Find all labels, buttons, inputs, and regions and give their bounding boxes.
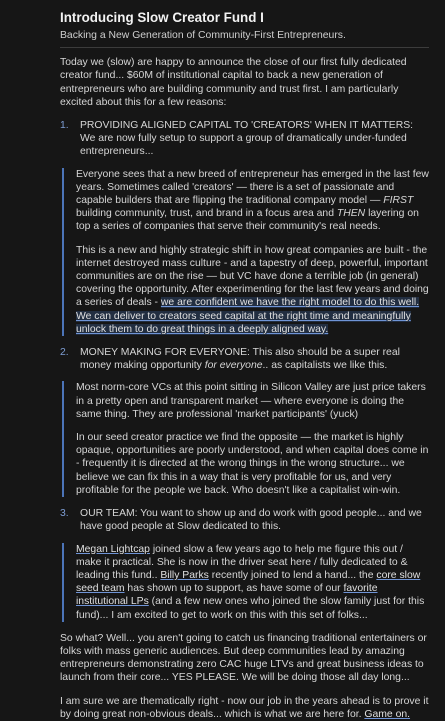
section-number: 2. xyxy=(60,347,69,359)
quote-paragraph: Most norm-core VCs at this point sitting in Silicon Valley are just price takers in a pretty open and transparent market — where everyone is doing the same thing. They are professional 'market participants' (yuck) xyxy=(76,382,426,420)
section-2-quote xyxy=(62,381,429,497)
billy-parks-link[interactable]: Billy Parks xyxy=(160,569,209,581)
section-3-quote xyxy=(62,543,429,622)
section-number: 3. xyxy=(60,508,69,520)
section-heading: MONEY MAKING FOR EVERYONE: This also should be a super real money making opportunity for everyone.. as capitalists we like this. xyxy=(80,347,400,372)
section-heading: OUR TEAM: You want to show up and do work with good people... and we have good people at Slow dedicated to this. xyxy=(80,508,422,533)
institutional-lps-link[interactable]: favorite institutional LPs xyxy=(76,583,378,608)
quote-paragraph: In our seed creator practice we find the opposite — the market is highly opaque, opportunities are poorly understood, and when capital does come in - frequently it is directed at the wrong things in the wrong structure... we believe we can fix this in a way that is very profitable for us, and very profitable for the people we back. Who doesn't like a capitalist win-win. xyxy=(76,432,429,496)
closing-paragraph: I am sure we are thematically right - now our job in the years ahead is to prove it by doing great non-obvious deals... which is what we are here for. Game on. xyxy=(60,695,429,720)
confident-model-link[interactable]: we are confident we have the right model to do this well. We can deliver to creators seed capital at the right time and meaningfully unlock them to do great things in a deeply aligned way. xyxy=(76,297,420,335)
quote-paragraph: Megan Lightcap joined slow a few years ago to help me figure this out / make it practical. She is now in the driver seat here / fully dedicated to & leading this fund.. Billy Parks recently joined to lend a hand... the core slow seed team has shown up to support, as have some of our favorite institutional LPs (and a few new ones who joined the slow family just for this fund)... I am excited to get to work on this with this set of folks... xyxy=(76,543,425,621)
section-1-quote xyxy=(62,168,429,336)
section-1 xyxy=(60,119,429,159)
quote-paragraph: Everyone sees that a new breed of entrepreneur has emerged in the last few years. Sometimes called 'creators' — there is a set of passionate and capable builders that are flipping the traditional company model — FIRST building community, trust, and brand in a focus area and THEN layering on top a series of companies that serve their community's real needs. xyxy=(76,168,429,233)
page-subtitle: Backing a New Generation of Community-First Entrepreneurs. xyxy=(60,30,346,41)
page-title: Introducing Slow Creator Fund I xyxy=(60,10,264,25)
section-3 xyxy=(60,507,429,533)
quote-paragraph: This is a new and highly strategic shift in how great companies are built - the internet destroyed mass culture - and a tapestry of deep, powerful, important communities are on the rise — but VC have done a terrible job (in general) covering the opportunity. After experimenting for the last few years and doing a series of deals - we are confident we have the right model to do this well. We can deliver to creators seed capital at the right time and meaningfully unlock them to do great things in a deeply aligned way. xyxy=(76,244,429,335)
megan-lightcap-link[interactable]: Megan Lightcap xyxy=(76,543,150,555)
section-2 xyxy=(60,346,429,372)
game-on-link[interactable]: Game on. xyxy=(364,708,411,720)
section-heading: PROVIDING ALIGNED CAPITAL TO 'CREATORS' WHEN IT MATTERS: We are now fully setup to support a group of dramatically under-funded entrepreneurs... xyxy=(80,120,414,158)
so-what-paragraph: So what? Well... you aren't going to catch us financing traditional entertainers or folks with mass generic audiences. But deep communities lead by amazing entrepreneurs demonstrating zero CAC huge LTVs and great business ideas to launch from their core... YES PLEASE. We will be doing those all day long... xyxy=(60,632,427,684)
intro-paragraph: Today we (slow) are happy to announce the close of our first fully dedicated creator fund... $60M of institutional capital to back a new generation of entrepreneurs who are building community and trust first. I am particularly excited about this for a few reasons: xyxy=(60,57,407,108)
divider xyxy=(60,47,429,48)
section-number: 1. xyxy=(60,120,69,132)
core-seed-team-link[interactable]: core slow seed team xyxy=(76,569,421,595)
